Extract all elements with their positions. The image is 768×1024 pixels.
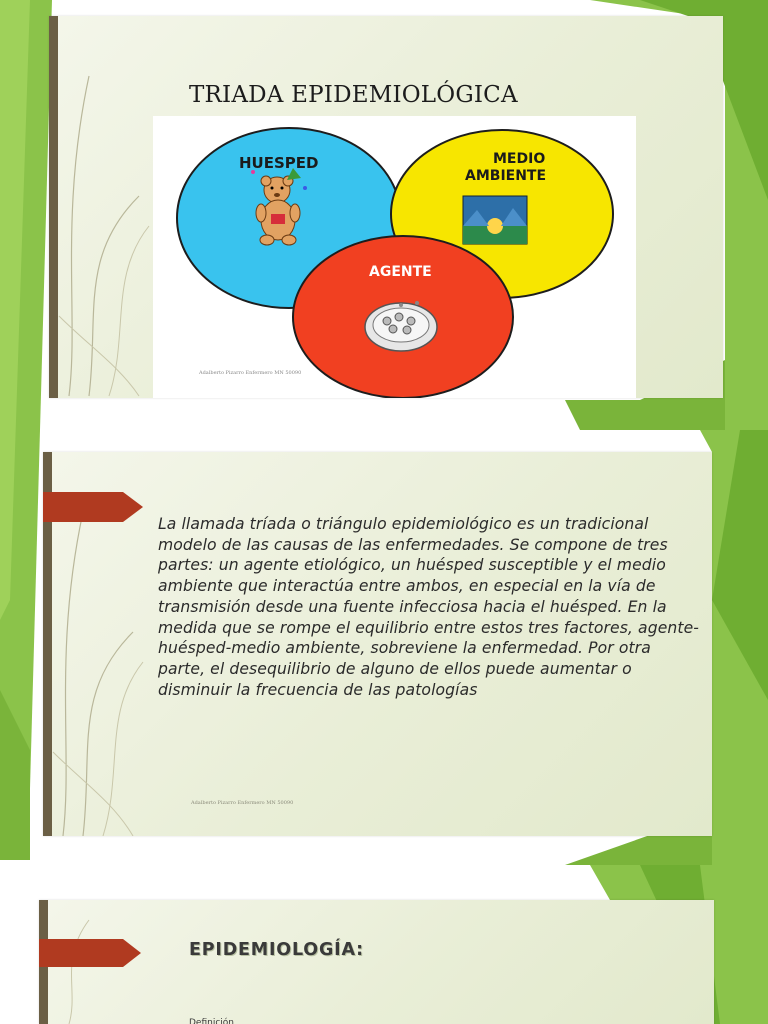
slide-epidemiologia xyxy=(39,900,714,1024)
right-green-mid-dark xyxy=(712,430,768,700)
label-huesped: HUESPED xyxy=(239,154,319,172)
triad-diagram xyxy=(153,116,636,398)
slide-triada xyxy=(49,16,723,398)
left-green-strip-light xyxy=(0,0,30,620)
landscape-icon xyxy=(463,196,527,244)
left-green-strip-low xyxy=(0,690,30,860)
slide-subtitle: Definición xyxy=(189,1018,234,1024)
slide-left-bar xyxy=(49,16,58,398)
label-medio-line1: MEDIO xyxy=(493,151,546,167)
red-arrow-marker xyxy=(43,492,144,522)
slide1-watermark: Adalberto Pizarro Enfermero MN 50090 xyxy=(199,370,302,376)
slide-definition xyxy=(43,452,712,836)
label-medio-line2: AMBIENTE xyxy=(465,168,547,184)
red-arrow-marker xyxy=(39,939,142,967)
slide-title: TRIADA EPIDEMIOLÓGICA xyxy=(189,82,518,108)
slide2-watermark: Adalberto Pizarro Enfermero MN 50090 xyxy=(191,800,294,806)
triad-diagram-svg xyxy=(153,116,636,398)
label-agente: AGENTE xyxy=(369,264,432,280)
slide-title: EPIDEMIOLOGÍA: xyxy=(189,940,364,960)
definition-paragraph: La llamada tríada o triángulo epidemiológico es un tradicional modelo de las causas de las enfermedades. Se compone de tres partes: un agente etiológico, un huésped susceptible y el medio ambiente que interactúa entre ambos, en especial en la vía de transmisión desde una fuente infecciosa hacia el huésped. En la medida que se rompe el equilibrio entre estos tres factores, agente-huésped-medio ambiente, sobreviene la enfermedad. Por otra parte, el desequilibrio de alguno de ellos puede aumentar o disminuir la frecuencia de las patologías xyxy=(158,515,700,699)
